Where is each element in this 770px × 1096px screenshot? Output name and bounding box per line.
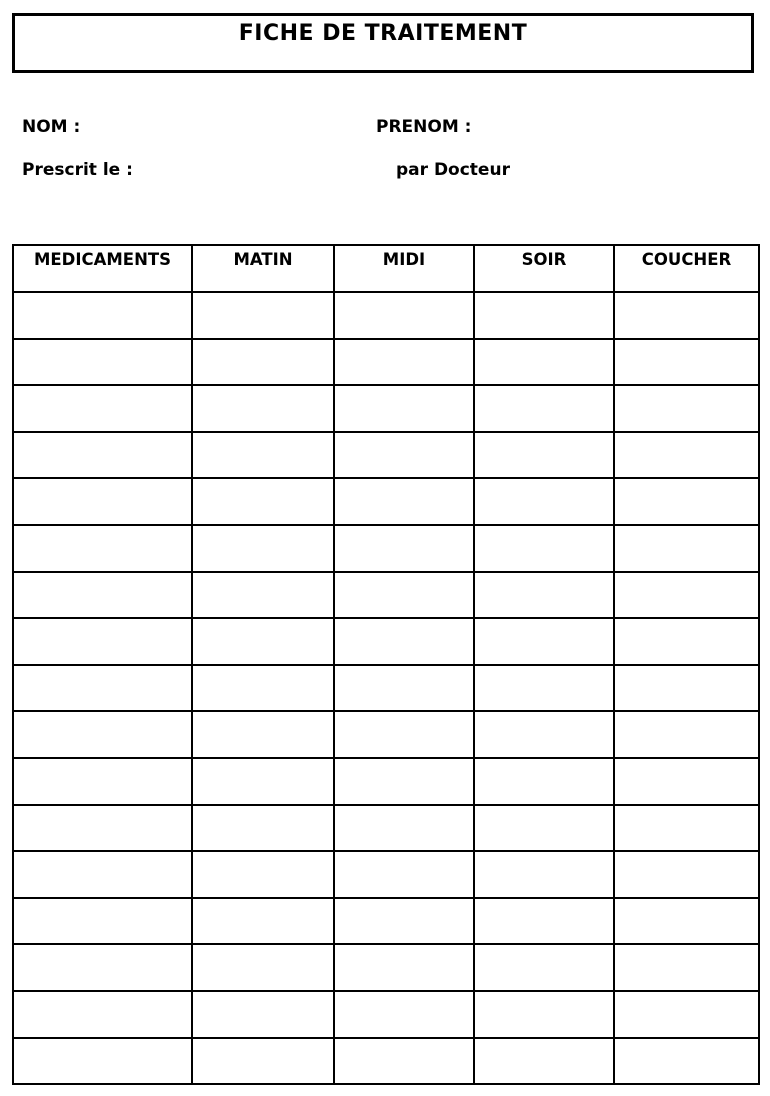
cell-matin[interactable] bbox=[192, 1038, 334, 1085]
cell-soir[interactable] bbox=[474, 1038, 614, 1085]
cell-midi[interactable] bbox=[334, 711, 474, 758]
table-header-row bbox=[13, 245, 759, 292]
cell-medicaments[interactable] bbox=[13, 851, 192, 898]
cell-matin[interactable] bbox=[192, 665, 334, 712]
cell-soir[interactable] bbox=[474, 618, 614, 665]
cell-soir[interactable] bbox=[474, 758, 614, 805]
cell-midi[interactable] bbox=[334, 525, 474, 572]
header-coucher: COUCHER bbox=[614, 245, 759, 292]
cell-matin[interactable] bbox=[192, 944, 334, 991]
table-row bbox=[13, 292, 759, 339]
cell-medicaments[interactable] bbox=[13, 292, 192, 339]
cell-medicaments[interactable] bbox=[13, 991, 192, 1038]
cell-soir[interactable] bbox=[474, 292, 614, 339]
cell-coucher[interactable] bbox=[614, 618, 759, 665]
cell-coucher[interactable] bbox=[614, 292, 759, 339]
cell-medicaments[interactable] bbox=[13, 572, 192, 619]
cell-matin[interactable] bbox=[192, 898, 334, 945]
table-row bbox=[13, 898, 759, 945]
cell-soir[interactable] bbox=[474, 525, 614, 572]
cell-midi[interactable] bbox=[334, 292, 474, 339]
cell-midi[interactable] bbox=[334, 665, 474, 712]
cell-midi[interactable] bbox=[334, 1038, 474, 1085]
table-row bbox=[13, 618, 759, 665]
cell-medicaments[interactable] bbox=[13, 339, 192, 386]
cell-matin[interactable] bbox=[192, 478, 334, 525]
cell-medicaments[interactable] bbox=[13, 478, 192, 525]
table-row bbox=[13, 805, 759, 852]
cell-soir[interactable] bbox=[474, 711, 614, 758]
cell-midi[interactable] bbox=[334, 944, 474, 991]
cell-coucher[interactable] bbox=[614, 758, 759, 805]
cell-soir[interactable] bbox=[474, 991, 614, 1038]
table-row bbox=[13, 339, 759, 386]
cell-midi[interactable] bbox=[334, 385, 474, 432]
docteur-label: par Docteur bbox=[396, 160, 510, 180]
cell-matin[interactable] bbox=[192, 525, 334, 572]
cell-coucher[interactable] bbox=[614, 665, 759, 712]
table-row bbox=[13, 944, 759, 991]
table-row bbox=[13, 478, 759, 525]
cell-medicaments[interactable] bbox=[13, 805, 192, 852]
cell-midi[interactable] bbox=[334, 991, 474, 1038]
title-box bbox=[12, 13, 754, 73]
nom-label: NOM : bbox=[22, 117, 81, 137]
cell-coucher[interactable] bbox=[614, 805, 759, 852]
table-row bbox=[13, 758, 759, 805]
cell-coucher[interactable] bbox=[614, 898, 759, 945]
table-row bbox=[13, 572, 759, 619]
cell-soir[interactable] bbox=[474, 944, 614, 991]
cell-soir[interactable] bbox=[474, 385, 614, 432]
table-body bbox=[13, 292, 759, 1084]
table-row bbox=[13, 432, 759, 479]
header-medicaments: MEDICAMENTS bbox=[13, 245, 192, 292]
cell-matin[interactable] bbox=[192, 618, 334, 665]
cell-coucher[interactable] bbox=[614, 944, 759, 991]
table-row bbox=[13, 385, 759, 432]
treatment-table bbox=[12, 244, 760, 1085]
header-midi: MIDI bbox=[334, 245, 474, 292]
cell-midi[interactable] bbox=[334, 851, 474, 898]
cell-midi[interactable] bbox=[334, 805, 474, 852]
cell-medicaments[interactable] bbox=[13, 432, 192, 479]
cell-midi[interactable] bbox=[334, 898, 474, 945]
cell-matin[interactable] bbox=[192, 385, 334, 432]
header-soir: SOIR bbox=[474, 245, 614, 292]
cell-midi[interactable] bbox=[334, 572, 474, 619]
cell-coucher[interactable] bbox=[614, 1038, 759, 1085]
cell-soir[interactable] bbox=[474, 478, 614, 525]
cell-coucher[interactable] bbox=[614, 385, 759, 432]
cell-matin[interactable] bbox=[192, 432, 334, 479]
cell-matin[interactable] bbox=[192, 572, 334, 619]
cell-matin[interactable] bbox=[192, 711, 334, 758]
cell-medicaments[interactable] bbox=[13, 758, 192, 805]
table-row bbox=[13, 525, 759, 572]
cell-midi[interactable] bbox=[334, 758, 474, 805]
cell-soir[interactable] bbox=[474, 805, 614, 852]
cell-midi[interactable] bbox=[334, 478, 474, 525]
cell-coucher[interactable] bbox=[614, 339, 759, 386]
header-matin: MATIN bbox=[192, 245, 334, 292]
cell-soir[interactable] bbox=[474, 572, 614, 619]
cell-coucher[interactable] bbox=[614, 525, 759, 572]
cell-midi[interactable] bbox=[334, 339, 474, 386]
cell-medicaments[interactable] bbox=[13, 665, 192, 712]
prenom-label: PRENOM : bbox=[376, 117, 472, 137]
table-row bbox=[13, 991, 759, 1038]
cell-soir[interactable] bbox=[474, 898, 614, 945]
cell-matin[interactable] bbox=[192, 851, 334, 898]
cell-coucher[interactable] bbox=[614, 851, 759, 898]
cell-coucher[interactable] bbox=[614, 432, 759, 479]
cell-soir[interactable] bbox=[474, 339, 614, 386]
cell-medicaments[interactable] bbox=[13, 385, 192, 432]
cell-coucher[interactable] bbox=[614, 478, 759, 525]
cell-coucher[interactable] bbox=[614, 572, 759, 619]
table-row bbox=[13, 711, 759, 758]
cell-matin[interactable] bbox=[192, 805, 334, 852]
cell-medicaments[interactable] bbox=[13, 944, 192, 991]
cell-soir[interactable] bbox=[474, 851, 614, 898]
cell-medicaments[interactable] bbox=[13, 1038, 192, 1085]
table-row bbox=[13, 665, 759, 712]
cell-soir[interactable] bbox=[474, 432, 614, 479]
cell-matin[interactable] bbox=[192, 339, 334, 386]
cell-midi[interactable] bbox=[334, 618, 474, 665]
table-row bbox=[13, 851, 759, 898]
cell-matin[interactable] bbox=[192, 292, 334, 339]
cell-coucher[interactable] bbox=[614, 991, 759, 1038]
prescrit-label: Prescrit le : bbox=[22, 160, 133, 180]
cell-midi[interactable] bbox=[334, 432, 474, 479]
cell-matin[interactable] bbox=[192, 758, 334, 805]
page-title: FICHE DE TRAITEMENT bbox=[238, 21, 528, 46]
cell-medicaments[interactable] bbox=[13, 711, 192, 758]
cell-medicaments[interactable] bbox=[13, 525, 192, 572]
cell-matin[interactable] bbox=[192, 991, 334, 1038]
cell-coucher[interactable] bbox=[614, 711, 759, 758]
cell-medicaments[interactable] bbox=[13, 898, 192, 945]
cell-medicaments[interactable] bbox=[13, 618, 192, 665]
table-row bbox=[13, 1038, 759, 1085]
cell-soir[interactable] bbox=[474, 665, 614, 712]
